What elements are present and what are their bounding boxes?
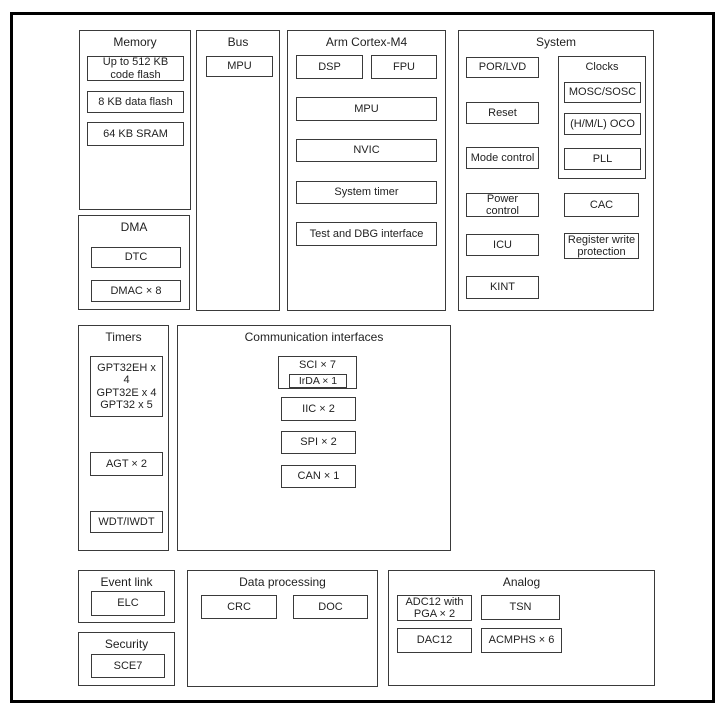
- test-dbg-box: Test and DBG interface: [296, 222, 437, 246]
- crc-box: CRC: [201, 595, 277, 619]
- event-link-block: [78, 570, 175, 623]
- adc12-pga-box: ADC12 with PGA × 2: [397, 595, 472, 621]
- analog-block: [388, 570, 655, 686]
- code-flash-box: Up to 512 KB code flash: [87, 56, 184, 81]
- security-title: Security: [104, 637, 149, 651]
- sci-box: [278, 356, 357, 389]
- mode-control-box: Mode control: [466, 147, 539, 169]
- memory-block: [79, 30, 191, 210]
- dsp-box: DSP: [296, 55, 363, 79]
- dtc-box: DTC: [91, 247, 181, 268]
- wdt-iwdt-box: WDT/IWDT: [90, 511, 163, 533]
- timers-title: Timers: [105, 330, 142, 344]
- bus-mpu-box: MPU: [206, 56, 273, 77]
- power-control-box: Power control: [466, 193, 539, 217]
- dmac-box: DMAC × 8: [91, 280, 181, 302]
- irda-box: IrDA × 1: [289, 374, 347, 388]
- diagram-outer-frame: [10, 12, 715, 703]
- can-box: CAN × 1: [281, 465, 356, 488]
- reset-box: Reset: [466, 102, 539, 124]
- cortex-title: Arm Cortex-M4: [325, 35, 408, 49]
- por-lvd-box: POR/LVD: [466, 57, 539, 78]
- pll-box: PLL: [564, 148, 641, 170]
- event-link-title: Event link: [100, 575, 153, 589]
- doc-box: DOC: [293, 595, 368, 619]
- sram-box: 64 KB SRAM: [87, 122, 184, 146]
- spi-box: SPI × 2: [281, 431, 356, 454]
- data-processing-block: [187, 570, 378, 687]
- acmphs-box: ACMPHS × 6: [481, 628, 562, 653]
- data-processing-title: Data processing: [239, 575, 326, 589]
- dma-block: [78, 215, 190, 310]
- system-title: System: [535, 35, 576, 49]
- gpt32e-label: GPT32E x 4: [96, 386, 157, 399]
- dma-title: DMA: [120, 220, 148, 234]
- data-flash-box: 8 KB data flash: [87, 91, 184, 113]
- elc-box: ELC: [91, 591, 165, 616]
- nvic-box: NVIC: [296, 139, 437, 162]
- gpt-box: [90, 356, 163, 417]
- dac12-box: DAC12: [397, 628, 472, 653]
- tsn-box: TSN: [481, 595, 560, 620]
- cortex-block: [287, 30, 446, 311]
- iic-box: IIC × 2: [281, 397, 356, 421]
- sci-label: SCI × 7: [299, 359, 336, 371]
- gpt32-label: GPT32 x 5: [100, 398, 153, 411]
- clocks-subblock: [558, 56, 646, 179]
- cac-box: CAC: [564, 193, 639, 217]
- register-write-protection-box: Register write protection: [564, 233, 639, 259]
- security-block: [78, 632, 175, 686]
- bus-title: Bus: [227, 35, 249, 49]
- clocks-title: Clocks: [585, 61, 619, 73]
- system-block: [458, 30, 654, 311]
- oco-box: (H/M/L) OCO: [564, 113, 641, 135]
- communication-block: [177, 325, 451, 551]
- kint-box: KINT: [466, 276, 539, 299]
- cortex-mpu-box: MPU: [296, 97, 437, 121]
- fpu-box: FPU: [371, 55, 437, 79]
- communication-title: Communication interfaces: [244, 330, 384, 344]
- gpt32eh-label: GPT32EH x 4: [97, 361, 156, 387]
- sce7-box: SCE7: [91, 654, 165, 678]
- agt-box: AGT × 2: [90, 452, 163, 476]
- system-timer-box: System timer: [296, 181, 437, 204]
- analog-title: Analog: [502, 575, 541, 589]
- memory-title: Memory: [113, 35, 157, 49]
- timers-block: [78, 325, 169, 551]
- bus-block: [196, 30, 280, 311]
- icu-box: ICU: [466, 234, 539, 256]
- mosc-sosc-box: MOSC/SOSC: [564, 82, 641, 103]
